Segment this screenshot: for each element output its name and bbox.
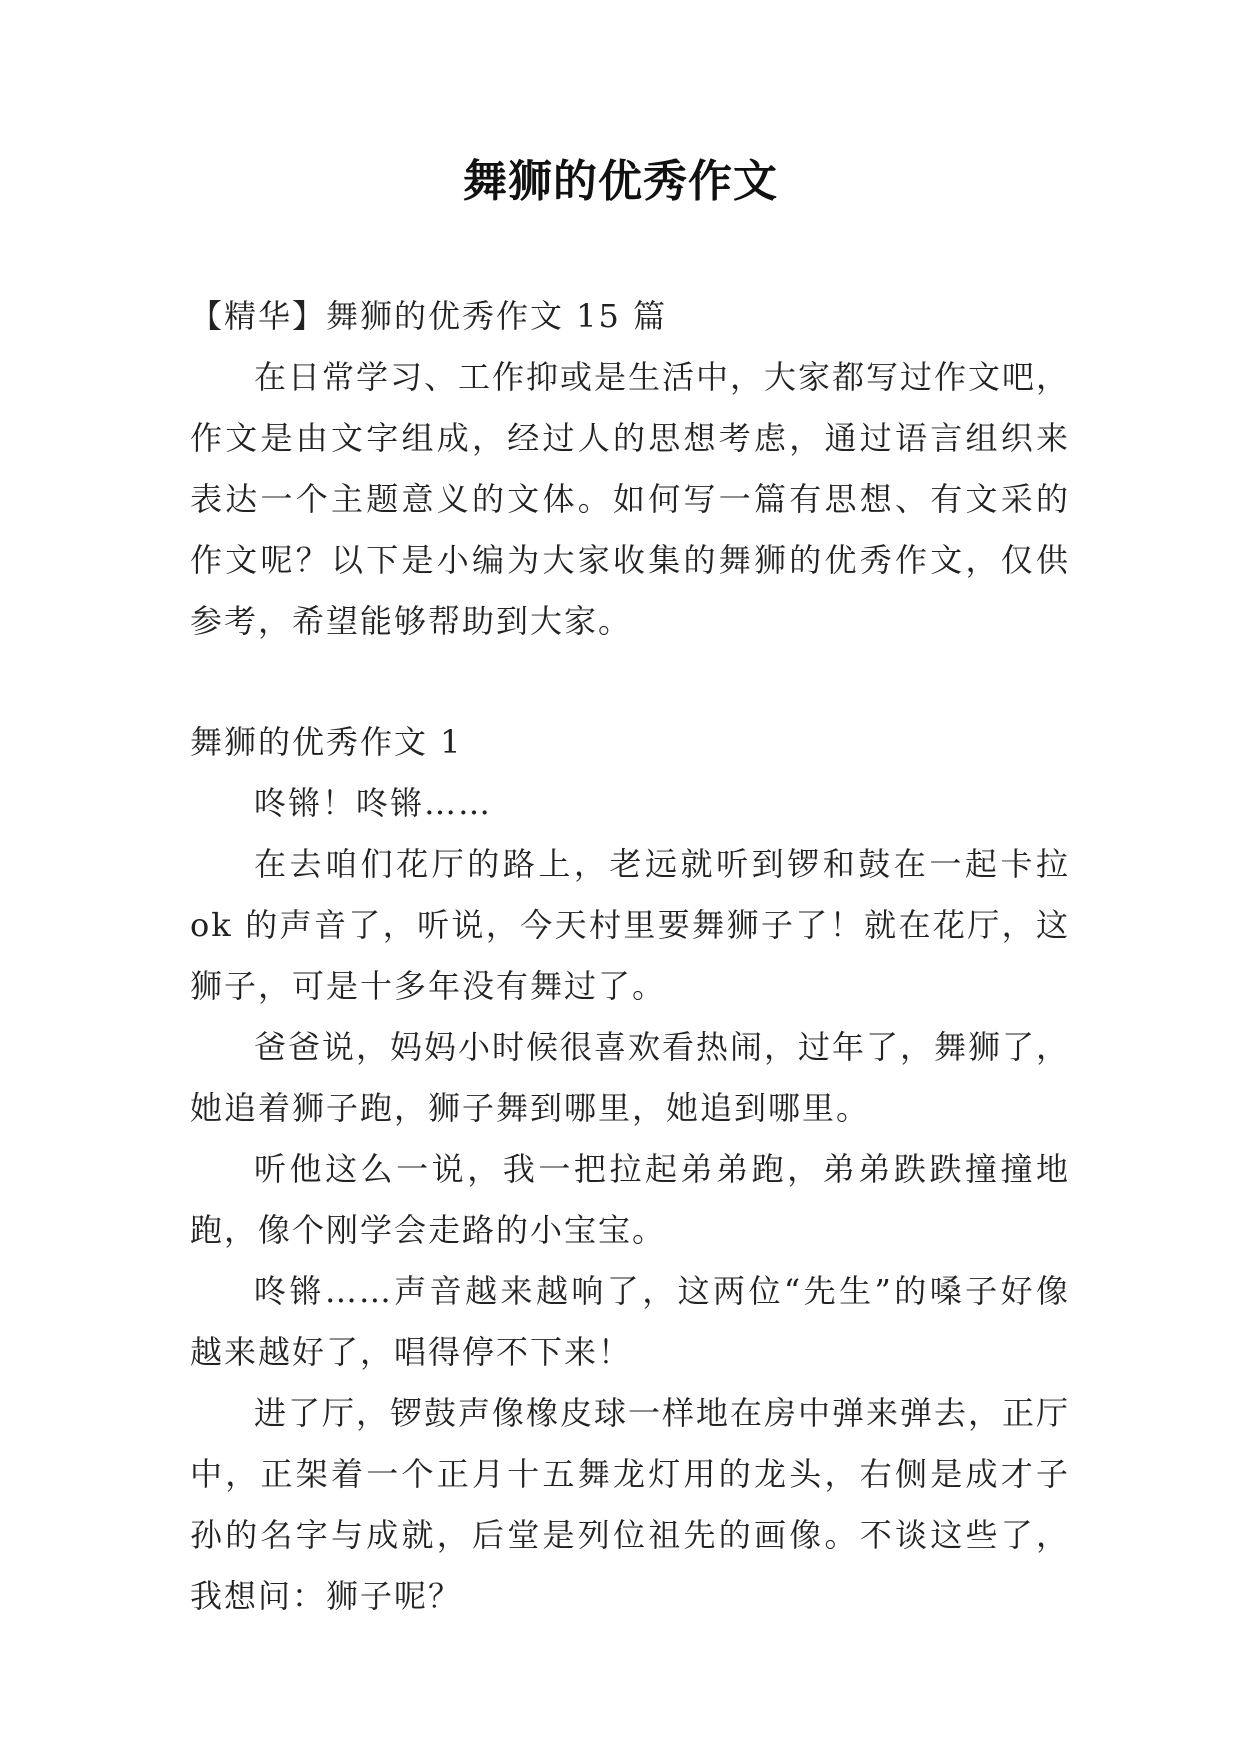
essay-paragraph: 进了厅，锣鼓声像橡皮球一样地在房中弹来弹去，正厅中，正架着一个正月十五舞龙灯用的龙头，右侧是成才子孙的名字与成就，后堂是列位祖先的画像。不谈这些了，我想问：狮子呢？: [190, 1394, 1071, 1615]
section-spacer: [190, 652, 1070, 712]
document-title: 舞狮的优秀作文: [463, 156, 778, 207]
essay-paragraph: 在去咱们花厅的路上，老远就听到锣和鼓在一起卡拉 ok 的声音了，听说，今天村里要舞狮子了！就在花厅，这狮子，可是十多年没有舞过了。: [190, 845, 1070, 1005]
essay-paragraph: 咚锵！咚锵……: [254, 784, 493, 822]
intro-paragraph: 在日常学习、工作抑或是生活中，大家都写过作文吧，作文是由文字组成，经过人的思想考虑，通过语言组织来表达一个主题意义的文体。如何写一篇有思想、有文采的作文呢？以下是小编为大家收集的舞狮的优秀作文，仅供参考，希望能够帮助到大家。: [190, 358, 1071, 640]
essay-paragraph: 听他这么一说，我一把拉起弟弟跑，弟弟跌跌撞撞地跑，像个刚学会走路的小宝宝。: [190, 1150, 1070, 1249]
section-heading: 舞狮的优秀作文 1: [190, 723, 463, 761]
essay-paragraph: 爸爸说，妈妈小时候很喜欢看热闹，过年了，舞狮了，她追着狮子跑，狮子舞到哪里，她追到哪里。: [190, 1028, 1071, 1127]
document-body: [190, 286, 1070, 1627]
document-subtitle: 【精华】舞狮的优秀作文 15 篇: [190, 297, 668, 335]
essay-paragraph: 咚锵……声音越来越响了，这两位“先生”的嗓子好像越来越好了，唱得停不下来！: [190, 1272, 1070, 1371]
